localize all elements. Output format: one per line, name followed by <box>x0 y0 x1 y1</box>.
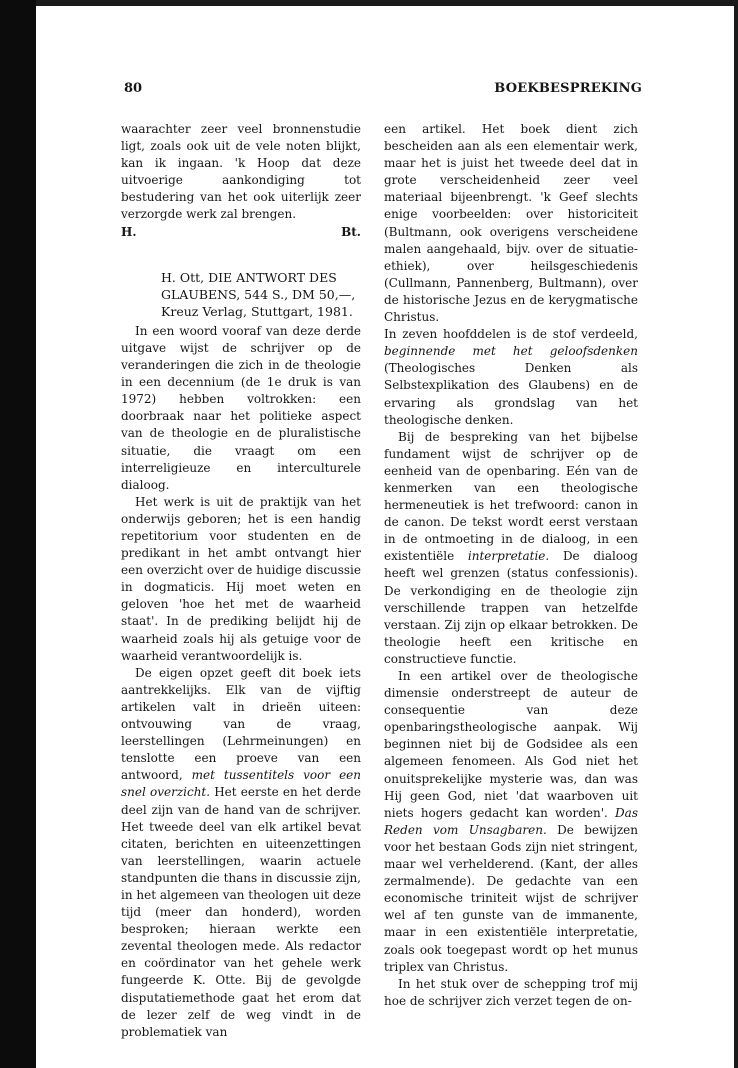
text-run: (Theologisches Denken als Selbstexplikation des Glaubens) en de ervaring als grondslag van het theologische denken. <box>384 361 638 427</box>
paragraph <box>384 326 638 429</box>
italic-text: beginnende met het geloofsdenken <box>384 344 638 359</box>
book-citation: H. Ott, DIE ANTWORT DES GLAUBENS, 544 S., DM 50,—, Kreuz Verlag, Stuttgart, 1981. <box>161 269 356 320</box>
italic-text: met tussentitels voor een snel overzicht. <box>121 768 361 800</box>
paragraph <box>121 665 361 1041</box>
text-run: De eigen opzet geeft dit boek iets aantrekkelijks. Elk van de vijftig artikelen valt in drieën uiteen: ontvouwing van de vraag, leerstellingen (Lehrmeinungen) en tenslotte een proeve van een antwoord, <box>121 665 361 783</box>
previous-review-ending: waarachter zeer veel bronnenstudie ligt, zoals ook uit de vele noten blijkt, kan ik ingaan. 'k Hoop dat deze uitvoerige aankondiging tot bestudering van het ook uiterlijk zeer verzorgde werk zal brengen. <box>121 122 361 222</box>
paragraph: Het werk is uit de praktijk van het onderwijs geboren; het is een handig repetitorium voor studenten en de predikant in het ambt ontvangt hier een overzicht over de huidige discussie in dogmaticis. Hij moet weten en geloven 'hoe het met de waarheid staat'. In de prediking belijdt hij de waarheid zoals hij als getuige voor de waarheid verantwoordelijk is. <box>121 494 361 663</box>
section-gap <box>121 241 361 269</box>
text-run: In een artikel over de theologische dimensie onderstreept de auteur de consequentie van deze openbaringstheologische aanpak. Wij beginnen niet bij de Godsidee als een algemeen fenomeen. Als God niet het onuitsprekelijke mysterie was, dan was Hij geen God, niet 'dat waarboven uit niets hogers gedacht kan worden'. <box>384 669 638 820</box>
paragraph <box>384 668 638 976</box>
paragraph: In het stuk over de schepping trof mij hoe de schrijver zich verzet tegen de on- <box>384 976 638 1008</box>
page-number: 80 <box>124 81 143 96</box>
text-run: Bij de bespreking van het bijbelse fundament wijst de schrijver op de eenheid van de openbaring. Eén van de kenmerken van een theologische hermeneutiek is het trefwoord: canon in de canon. De tekst wordt eerst verstaan in de ontmoeting in de dialoog, in een existentiële <box>384 429 638 564</box>
right-column <box>384 121 638 1010</box>
italic-text: Das Reden vom Unsagbaren. <box>384 805 638 837</box>
scan-border-right <box>734 0 738 1068</box>
scan-border-top <box>0 0 738 6</box>
paragraph: In een woord vooraf van deze derde uitgave wijst de schrijver op de veranderingen die zich in de theologie in een decennium (de 1e druk is van 1972) hebben voltrokken: een doorbraak naar het politieke aspect van de theologie en de pluralistische situatie, die vraagt om een interreligieuze en interculturele dialoog. <box>121 323 361 492</box>
left-column <box>121 121 361 1041</box>
text-run: Het eerste en het derde deel zijn van de hand van de schrijver. Het tweede deel van elk artikel bevat citaten, berichten en uiteenzettingen van leerstellingen, waarin actuele standpunten die thans in discussie zijn, in het algemeen van theologen uit deze tijd (meer dan honderd), worden besproken; hieraan werkte een zevental theologen mede. Als redactor en coördinator van het gehele werk fungeerde K. Otte. Bij de gevolgde disputatiemethode gaat het erom dat de lezer zelf de weg vindt in de problematiek van <box>121 785 361 1039</box>
scan-border-left <box>0 0 36 1068</box>
paragraph-continuation: een artikel. Het boek dient zich bescheiden aan als een elementair werk, maar het is juist het tweede deel dat in grote verscheidenheid zeer veel materiaal bijeenbrengt. 'k Geef slechts enige voorbeelden: over historiciteit (Bultmann, ook overigens verscheidene malen aangehaald, bijv. over de situatie-ethiek), over heilsgeschiedenis (Cullmann, Pannenberg, Bultmann), over de historische Jezus en de kerygmatische Christus. <box>384 122 638 325</box>
text-run: De dialoog heeft wel grenzen (status confessionis). De verkondiging en de theologie zijn verschillende trappen van hetzelfde verstaan. Zij zijn op elkaar betrokken. De theologie heeft een kritische en constructieve functie. <box>384 549 638 666</box>
reviewer-signoff <box>121 224 361 241</box>
paragraph <box>384 429 638 668</box>
text-run: In zeven hoofddelen is de stof verdeeld, <box>384 327 638 342</box>
running-head: BOEKBESPREKING <box>494 81 642 96</box>
text-run: De bewijzen voor het bestaan Gods zijn niet stringent, maar wel verhelderend. (Kant, der alles zermalmende). De gedachte van een economische triniteit wijst de schrijver wel af ten gunste van de immanente, maar in een existentiële interpretatie, zoals ook toegepast wordt op het munus triplex van Christus. <box>384 822 638 974</box>
italic-text: interpretatie. <box>467 549 550 564</box>
signoff-initial: H. <box>121 224 137 239</box>
signoff-name: Bt. <box>341 224 361 239</box>
